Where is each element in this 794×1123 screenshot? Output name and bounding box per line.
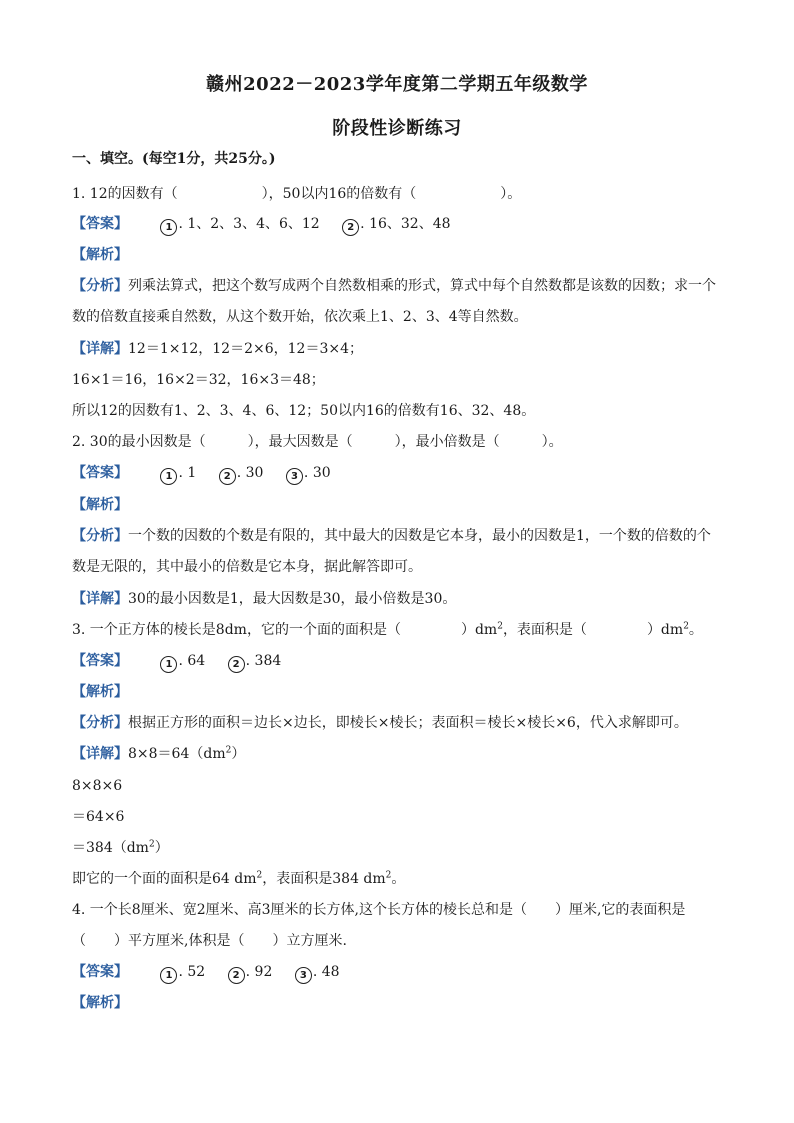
- q2-detail-line-1: 【详解】30的最小因数是1，最大因数是30，最小倍数是30。: [72, 591, 457, 607]
- q2-fenxi-line-1: 【分析】一个数的因数的个数是有限的，其中最大的因数是它本身，最小的因数是1，一个数的倍数的个: [72, 528, 711, 544]
- q3-answer-1: 1 . 64: [160, 653, 205, 669]
- q1-answer-line: [72, 215, 469, 236]
- circled-number-2: 2: [228, 967, 245, 984]
- q1-prompt-c: ）。: [500, 186, 522, 202]
- q3-conclusion: 即它的一个面的面积是64 $dm^2$，表面积是384 $dm^2$。: [72, 870, 406, 887]
- q3-step-3: $=384(dm^2)$: [72, 839, 169, 856]
- answer-label: 【答案】: [72, 465, 128, 481]
- question-4-line-1: 4. 一个长8厘米、宽2厘米、高3厘米的长方体,这个长方体的棱长总和是（ ）厘米,它的表面积是: [72, 902, 686, 918]
- q3-fenxi-line-1: 【分析】根据正方形的面积＝边长×边长，即棱长×棱长；表面积＝棱长×棱长×6，代入求解即可。: [72, 715, 688, 731]
- circled-number-1: 1: [160, 656, 177, 673]
- q1-detail-line-1: 【详解】12＝1×12，12＝2×6，12＝3×4；: [72, 341, 363, 357]
- q1-analysis-label: 【解析】: [72, 247, 128, 263]
- circled-number-2: 2: [342, 219, 359, 236]
- page-title-line-1: 赣州2022－2023学年度第二学期五年级数学: [206, 74, 588, 95]
- q3-step-1: 8×8×6: [72, 778, 123, 794]
- q4-answer-2: 2 . 92: [228, 964, 273, 980]
- q4-answer-1: 1 . 52: [160, 964, 205, 980]
- q2-answer-2: 2 . 30: [219, 465, 264, 481]
- answer-label: 【答案】: [72, 964, 128, 980]
- answer-label: 【答案】: [72, 653, 128, 669]
- question-4-line-2: （ ）平方厘米,体积是（ ）立方厘米.: [72, 933, 347, 949]
- circled-number-1: 1: [160, 219, 177, 236]
- q1-answer-1: 1 . 1、2、3、4、6、12: [160, 216, 319, 232]
- circled-number-2: 2: [219, 468, 236, 485]
- q1-detail-line-3: 所以12的因数有1、2、3、4、6、12；50以内16的倍数有16、32、48。: [72, 403, 536, 419]
- q1-prompt-a: 1. 12的因数有（: [72, 186, 178, 202]
- q1-prompt-b: ），50以内16的倍数有（: [261, 186, 417, 202]
- answer-label: 【答案】: [72, 216, 128, 232]
- q3-analysis-label: 【解析】: [72, 684, 128, 700]
- q4-analysis-label: 【解析】: [72, 995, 128, 1011]
- question-2: 2. 30的最小因数是（ ），最大因数是（ ），最小倍数是（ ）。: [72, 434, 563, 450]
- q2-analysis-label: 【解析】: [72, 497, 128, 513]
- q1-fenxi-line-1: 【分析】列乘法算式，把这个数写成两个自然数相乘的形式，算式中每个自然数都是该数的因数；求一个: [72, 278, 716, 294]
- question-1: [72, 185, 521, 203]
- circled-number-3: 3: [295, 967, 312, 984]
- q3-answer-2: 2 . 384: [228, 653, 282, 669]
- page-title-line-2: 阶段性诊断练习: [332, 118, 462, 139]
- q2-answer-line: [72, 464, 349, 485]
- q4-answer-3: 3 . 48: [295, 964, 340, 980]
- circled-number-3: 3: [286, 468, 303, 485]
- q1-fenxi-line-2: 数的倍数直接乘自然数，从这个数开始，依次乘上1、2、3、4等自然数。: [72, 309, 528, 325]
- circled-number-2: 2: [228, 656, 245, 673]
- q3-step-2: ＝64×6: [72, 809, 125, 825]
- q3-answer-line: [72, 652, 299, 673]
- section-heading: 一、填空。(每空1分，共25分。): [72, 151, 276, 167]
- q1-detail-line-2: 16×1＝16，16×2＝32，16×3＝48；: [72, 372, 325, 388]
- q2-fenxi-line-2: 数是无限的，其中最小的倍数是它本身，据此解答即可。: [72, 559, 422, 575]
- circled-number-1: 1: [160, 967, 177, 984]
- q2-answer-3: 3 . 30: [286, 465, 331, 481]
- question-3: 3. 一个正方体的棱长是8dm，它的一个面的面积是（ ）$dm^2$，表面积是（ ）$dm^2$。: [72, 621, 703, 638]
- q1-answer-2: 2 . 16、32、48: [342, 216, 450, 232]
- q4-answer-line: [72, 963, 358, 984]
- q2-answer-1: 1 . 1: [160, 465, 196, 481]
- q3-detail-line-1: 【详解】$8\times 8=64(dm^2)$: [72, 745, 246, 762]
- circled-number-1: 1: [160, 468, 177, 485]
